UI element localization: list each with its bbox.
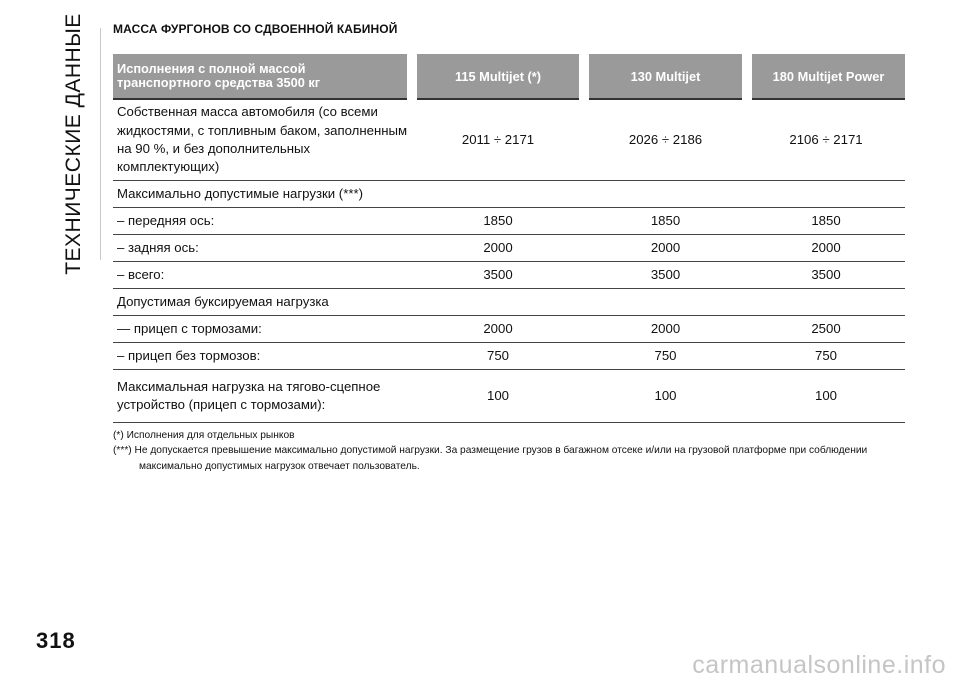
side-section-label-text: ТЕХНИЧЕСКИЕ ДАННЫЕ xyxy=(62,13,86,275)
row-label: Собственная масса автомобиля (со всеми жидкостями, с топливным баком, заполненным на 90 %, и без дополнительных комплектующих) xyxy=(113,99,412,181)
row-value: 1850 xyxy=(412,208,584,235)
row-label: – передняя ось: xyxy=(113,208,412,235)
table-row xyxy=(113,289,905,316)
row-label: Максимальная нагрузка на тягово-сцепное устройство (прицеп с тормозами): xyxy=(113,370,412,423)
row-value: 2026 ÷ 2186 xyxy=(584,99,747,181)
row-value: 2106 ÷ 2171 xyxy=(747,99,905,181)
table-row xyxy=(113,316,905,343)
footnote-load-line1: (***) Не допускается превышение максимально допустимой нагрузки. За размещение грузов в багажном отсеке и/или на грузовой платформе при соблюдении xyxy=(113,445,868,457)
table-row xyxy=(113,370,905,423)
header-115-multijet: 115 Multijet (*) xyxy=(412,54,584,99)
row-value: 3500 xyxy=(747,262,905,289)
row-label: Допустимая буксируемая нагрузка xyxy=(113,289,412,316)
header-180-multijet-power: 180 Multijet Power xyxy=(747,54,905,99)
row-value: 2000 xyxy=(747,235,905,262)
footnote-load-line2: максимально допустимых нагрузок отвечает пользователь. xyxy=(139,460,420,472)
table-row xyxy=(113,235,905,262)
footnotes xyxy=(113,428,913,474)
row-value xyxy=(747,181,905,208)
row-value: 2011 ÷ 2171 xyxy=(412,99,584,181)
row-value: 1850 xyxy=(747,208,905,235)
row-value: 750 xyxy=(412,343,584,370)
table-row xyxy=(113,208,905,235)
row-value xyxy=(747,289,905,316)
watermark: carmanualsonline.info xyxy=(692,651,946,679)
row-value: 750 xyxy=(584,343,747,370)
row-value: 3500 xyxy=(412,262,584,289)
row-value: 1850 xyxy=(584,208,747,235)
row-value: 100 xyxy=(584,370,747,423)
row-label: – задняя ось: xyxy=(113,235,412,262)
row-value xyxy=(584,181,747,208)
side-section-label xyxy=(57,13,91,275)
table-row xyxy=(113,262,905,289)
row-value: 2500 xyxy=(747,316,905,343)
table-header-row xyxy=(113,54,905,99)
row-value xyxy=(412,181,584,208)
row-value: 2000 xyxy=(412,316,584,343)
row-value: 100 xyxy=(412,370,584,423)
page-number: 318 xyxy=(36,628,76,653)
row-label: – всего: xyxy=(113,262,412,289)
row-label: Максимально допустимые нагрузки (***) xyxy=(113,181,412,208)
side-divider xyxy=(100,28,101,260)
table-row xyxy=(113,99,905,181)
table-row xyxy=(113,181,905,208)
row-value: 2000 xyxy=(584,316,747,343)
row-value: 3500 xyxy=(584,262,747,289)
row-value: 100 xyxy=(747,370,905,423)
row-value: 2000 xyxy=(412,235,584,262)
row-value xyxy=(584,289,747,316)
row-value: 750 xyxy=(747,343,905,370)
row-value xyxy=(412,289,584,316)
header-version: Исполнения с полной массой транспортного средства 3500 кг xyxy=(113,54,412,99)
header-130-multijet: 130 Multijet xyxy=(584,54,747,99)
weight-spec-table xyxy=(113,54,905,423)
row-label: — прицеп с тормозами: xyxy=(113,316,412,343)
row-value: 2000 xyxy=(584,235,747,262)
table-row xyxy=(113,343,905,370)
section-title: МАССА ФУРГОНОВ СО СДВОЕННОЙ КАБИНОЙ xyxy=(113,22,398,36)
row-label: – прицеп без тормозов: xyxy=(113,343,412,370)
footnote-markets: (*) Исполнения для отдельных рынков xyxy=(113,430,295,441)
